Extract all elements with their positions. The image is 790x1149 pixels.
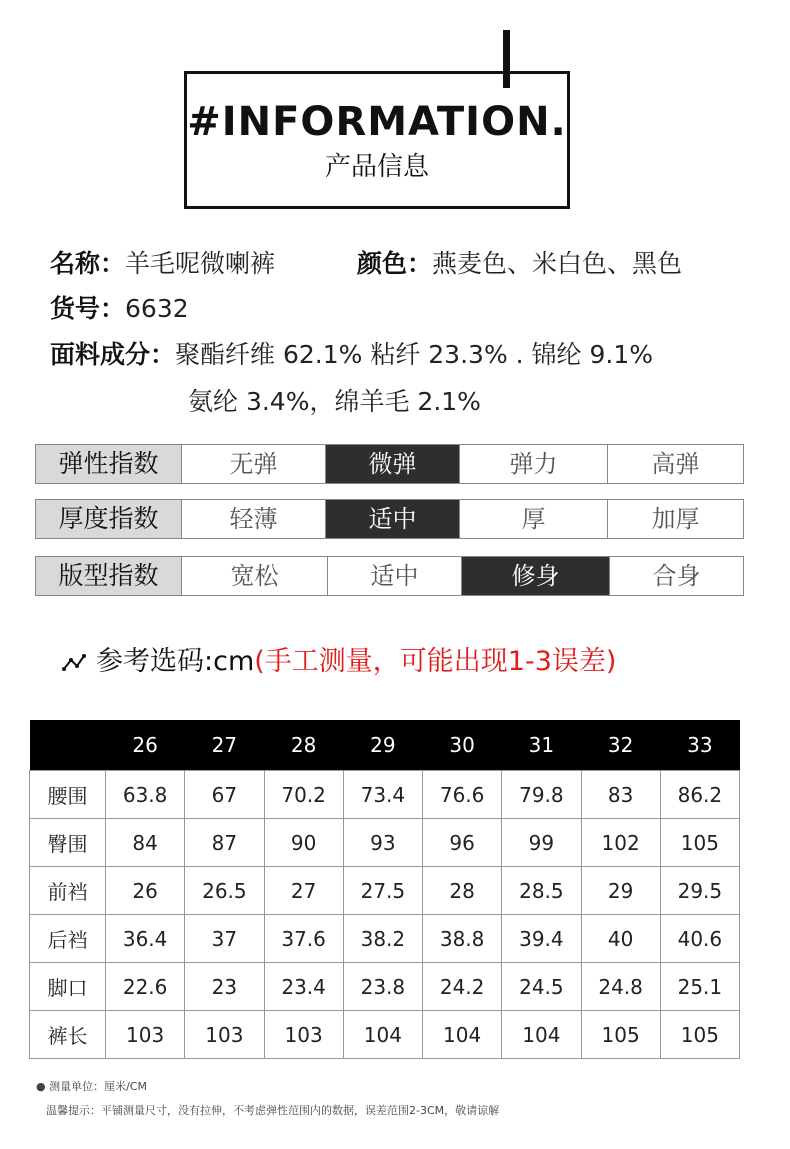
table-cell: 76.6 (423, 771, 502, 819)
size-header: 32 (581, 720, 660, 771)
table-cell: 24.5 (502, 963, 581, 1011)
table-row (30, 963, 740, 1011)
table-cell: 84 (106, 819, 185, 867)
table-cell: 24.2 (423, 963, 502, 1011)
product-sku-label: 货号： (50, 294, 126, 323)
size-header: 33 (660, 720, 739, 771)
table-cell: 79.8 (502, 771, 581, 819)
table-cell: 23 (185, 963, 264, 1011)
table-cell: 26 (106, 867, 185, 915)
table-cell: 37.6 (264, 915, 343, 963)
table-cell: 38.2 (343, 915, 422, 963)
row-label: 臀围 (30, 819, 106, 867)
size-header: 29 (343, 720, 422, 771)
table-cell: 105 (581, 1011, 660, 1059)
size-header: 27 (185, 720, 264, 771)
size-section-title: 参考选码:cm (96, 646, 255, 677)
table-cell: 105 (660, 819, 739, 867)
fit-option: 宽松 (182, 557, 328, 595)
product-color-line (357, 247, 682, 281)
elasticity-option: 无弹 (182, 445, 326, 483)
table-cell: 23.8 (343, 963, 422, 1011)
table-cell: 25.1 (660, 963, 739, 1011)
row-label: 腰围 (30, 771, 106, 819)
unit-note: ● 测量单位：厘米/CM (36, 1080, 147, 1093)
row-label: 后裆 (30, 915, 106, 963)
product-name-label: 名称： (50, 249, 126, 278)
table-cell: 87 (185, 819, 264, 867)
table-cell: 26.5 (185, 867, 264, 915)
elasticity-option: 弹力 (460, 445, 608, 483)
table-cell: 104 (502, 1011, 581, 1059)
table-row (30, 867, 740, 915)
table-cell: 70.2 (264, 771, 343, 819)
table-cell: 104 (423, 1011, 502, 1059)
fabric-line (50, 338, 653, 372)
size-section-note: (手工测量，可能出现1-3误差) (254, 646, 617, 677)
elasticity-option-selected: 微弹 (326, 445, 460, 483)
tip-note: 温馨提示：平铺测量尺寸，没有拉伸，不考虑弹性范围内的数据，误差范围2-3CM，敬请谅解 (46, 1104, 500, 1117)
product-name-line (50, 247, 275, 281)
thickness-option: 加厚 (651, 505, 700, 533)
table-cell: 105 (660, 1011, 739, 1059)
table-cell: 104 (343, 1011, 422, 1059)
table-row (30, 819, 740, 867)
table-cell: 36.4 (106, 915, 185, 963)
product-name-value: 羊毛呢微喇裤 (125, 249, 276, 278)
table-cell: 37 (185, 915, 264, 963)
table-cell: 29 (581, 867, 660, 915)
size-header-blank (30, 720, 106, 771)
thickness-option: 厚 (460, 500, 608, 538)
thickness-index-label: 厚度指数 (36, 500, 182, 538)
table-row (30, 771, 740, 819)
fit-option-selected: 修身 (462, 557, 610, 595)
table-cell: 103 (185, 1011, 264, 1059)
product-color-value: 燕麦色、米白色、黑色 (432, 249, 683, 278)
fit-index-label: 版型指数 (36, 557, 182, 595)
thickness-option: 轻薄 (182, 500, 326, 538)
table-cell: 27.5 (343, 867, 422, 915)
table-cell: 29.5 (660, 867, 739, 915)
header-title: #INFORMATION. (187, 99, 567, 145)
fit-index-row (35, 556, 744, 596)
table-cell: 38.8 (423, 915, 502, 963)
table-cell: 73.4 (343, 771, 422, 819)
header-subtitle: 产品信息 (324, 152, 429, 182)
table-cell: 24.8 (581, 963, 660, 1011)
table-cell: 103 (106, 1011, 185, 1059)
table-row (30, 1011, 740, 1059)
row-label: 脚口 (30, 963, 106, 1011)
table-cell: 99 (502, 819, 581, 867)
size-section-heading (62, 642, 616, 682)
product-sku-line (50, 292, 189, 326)
table-cell: 39.4 (502, 915, 581, 963)
fabric-value-line1: 聚酯纤维 62.1% 粘纤 23.3% . 锦纶 9.1% (175, 340, 653, 369)
table-cell: 67 (185, 771, 264, 819)
row-label: 裤长 (30, 1011, 106, 1059)
size-header: 26 (106, 720, 185, 771)
elasticity-option: 高弹 (651, 450, 700, 478)
size-header: 31 (502, 720, 581, 771)
table-cell: 23.4 (264, 963, 343, 1011)
table-cell: 86.2 (660, 771, 739, 819)
fabric-label: 面料成分： (50, 340, 176, 369)
table-cell: 93 (343, 819, 422, 867)
product-color-label: 颜色： (357, 249, 433, 278)
table-cell: 103 (264, 1011, 343, 1059)
thickness-option-selected: 适中 (326, 500, 460, 538)
thickness-index-row (35, 499, 744, 539)
table-cell: 27 (264, 867, 343, 915)
header-accent-bar (503, 30, 510, 88)
table-cell: 83 (581, 771, 660, 819)
fit-option: 合身 (652, 562, 701, 590)
size-header: 28 (264, 720, 343, 771)
table-cell: 40 (581, 915, 660, 963)
trend-line-icon (62, 653, 86, 673)
table-cell: 28.5 (502, 867, 581, 915)
table-row (30, 915, 740, 963)
table-cell: 90 (264, 819, 343, 867)
table-cell: 63.8 (106, 771, 185, 819)
fit-option: 适中 (328, 557, 462, 595)
size-header: 30 (423, 720, 502, 771)
product-sku-value: 6632 (125, 294, 189, 323)
row-label: 前裆 (30, 867, 106, 915)
table-cell: 96 (423, 819, 502, 867)
table-cell: 28 (423, 867, 502, 915)
size-header-row (30, 720, 740, 771)
size-table (29, 720, 740, 1059)
elasticity-index-row (35, 444, 744, 484)
table-cell: 22.6 (106, 963, 185, 1011)
table-cell: 102 (581, 819, 660, 867)
table-cell: 40.6 (660, 915, 739, 963)
elasticity-index-label: 弹性指数 (36, 445, 182, 483)
fabric-value-line2: 氨纶 3.4%，绵羊毛 2.1% (188, 387, 481, 416)
